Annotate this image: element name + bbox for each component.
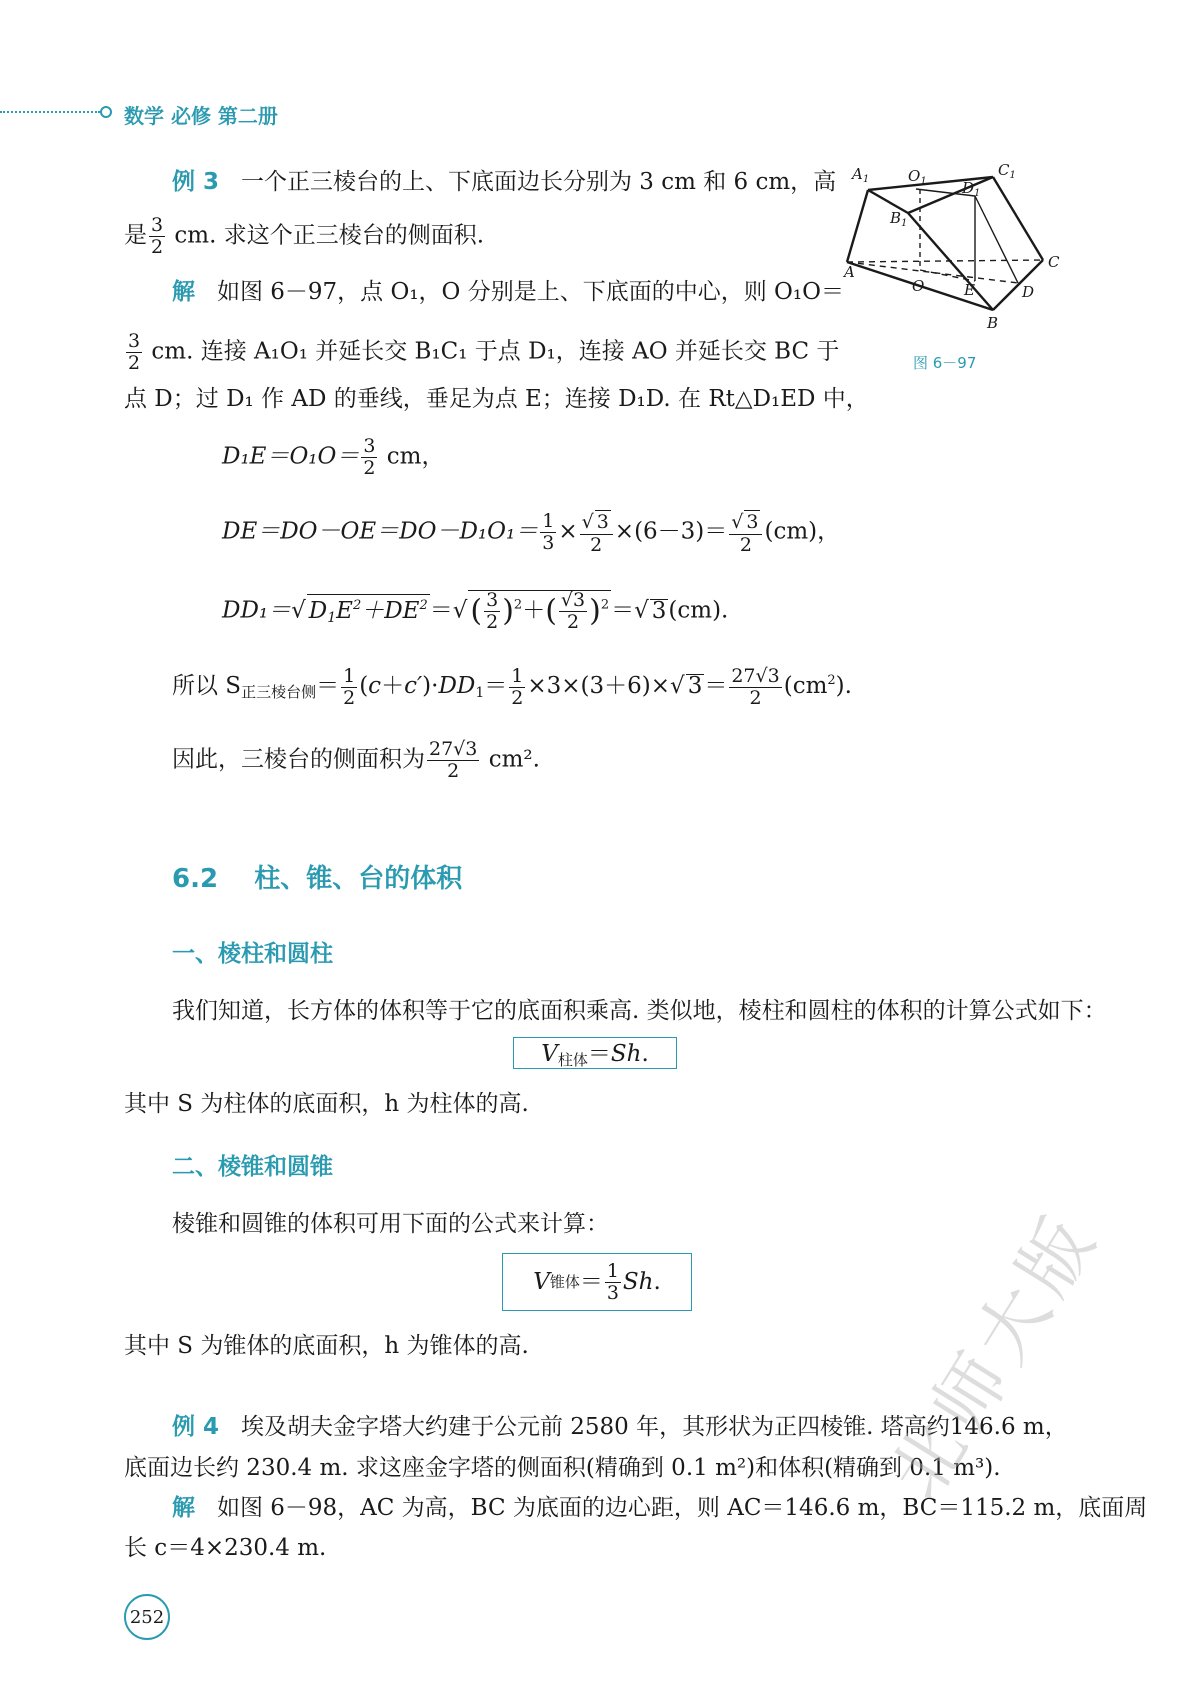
paragraph-4: 其中 S 为锥体的底面积，h 为锥体的高. <box>124 1333 529 1359</box>
svg-text:D1: $D_1$ <box>962 179 981 199</box>
svg-text:E: E <box>964 281 975 299</box>
paragraph-3: 棱锥和圆锥的体积可用下面的公式来计算： <box>172 1211 609 1237</box>
fraction-1-2: $\frac{1}{2}$ <box>511 664 524 709</box>
fraction-sqrt3-2: $\frac{√ 3}{2}$ <box>729 510 762 555</box>
example4-solution-line2: 长 c＝4×230.4 m. <box>124 1535 327 1561</box>
svg-text:A1: $A_1$ <box>852 165 870 185</box>
example4-line2: 底面边长约 230.4 m. 求这座金字塔的侧面积(精确到 0.1 m²)和体积(精确到 0.1 m³). <box>124 1455 1001 1481</box>
header-dot <box>100 106 112 118</box>
example4-solution-text1: 如图 6－98，AC 为高，BC 为底面的边心距，则 AC＝146.6 m，BC＝115.2 m，底面周 <box>216 1495 1148 1521</box>
svg-text:C1: $C_1$ <box>998 161 1016 181</box>
formula-box-1: V柱体＝Sh. <box>513 1037 677 1069</box>
solution-line2 <box>124 332 839 373</box>
fraction-27sqrt3-2: $\frac{27√3}{2}$ <box>731 664 780 709</box>
fraction-3-2: $\frac{3}{2}$ <box>363 435 376 479</box>
paragraph-2: 其中 S 为柱体的底面积，h 为柱体的高. <box>124 1091 529 1117</box>
fraction-3-2: $\frac{3}{2}$ <box>128 330 141 374</box>
svg-text:B: B <box>987 314 999 332</box>
paragraph-1: 我们知道，长方体的体积等于它的底面积乘高. 类似地，棱柱和圆柱的体积的计算公式如下： <box>172 998 1107 1024</box>
fraction-27sqrt3-2: $\frac{27√3}{2}$ <box>429 738 478 782</box>
equation-1 <box>222 437 445 478</box>
page-number-badge <box>124 1594 170 1640</box>
section-heading <box>172 858 462 895</box>
conclusion-sub: 正三棱台侧 <box>241 683 317 701</box>
example4-label: 例 4 <box>172 1414 220 1440</box>
final-post: cm². <box>488 746 540 773</box>
eq3-pre: DD₁＝ <box>222 597 292 624</box>
solution-label: 解 <box>172 279 195 305</box>
watermark: 北师大版 <box>873 1197 1115 1513</box>
example3-line1 <box>172 166 836 198</box>
solution-text2: cm. 连接 A₁O₁ 并延长交 B₁C₁ 于点 D₁，连接 AO 并延长交 BC 于 <box>151 338 840 365</box>
figure-6-97 <box>844 161 1090 380</box>
svg-text:D: D <box>1022 283 1035 301</box>
fraction-3-2: $\frac{3}{2}$ <box>151 214 164 258</box>
svg-text:C: C <box>1048 253 1060 271</box>
subsection-2-title: 二、棱锥和圆锥 <box>172 1154 333 1180</box>
example4-solution-line1 <box>172 1492 1147 1524</box>
fraction-sqrt3-2: $\frac{√ 3}{2}$ <box>580 510 613 555</box>
example3-text1: 一个正三棱台的上、下底面边长分别为 3 cm 和 6 cm，高 <box>240 169 837 195</box>
fraction-1-2: $\frac{1}{2}$ <box>343 664 356 709</box>
figure-caption: 图 6－97 <box>913 354 977 372</box>
equation-2: DE＝DO－OE＝DO－D₁O₁＝ $\frac{1}{3}$ × $\frac{√ 3}{2}$ ×(6－3)＝ $\frac{√ 3}{2}$ (cm)， <box>222 510 841 556</box>
svg-text:B1: $B_1$ <box>890 209 908 229</box>
final-line <box>172 740 540 781</box>
section-number: 6.2 <box>172 864 219 894</box>
subsection-1-title: 一、棱柱和圆柱 <box>172 941 333 967</box>
svg-text:O1: $O_1$ <box>908 167 927 187</box>
header-rule <box>0 111 100 113</box>
solution-line3 <box>124 383 869 415</box>
conclusion-line: 所以 S正三棱台侧＝ $\frac{1}{2}$ $(c+c')\cdot DD_1=$ $\frac{1}{2}$ ×3×(3＋6)×√ 3＝ $\frac{27√3}{2}$ $(cm^2)$. <box>172 664 852 709</box>
example3-label: 例 3 <box>172 169 220 195</box>
final-pre: 因此，三棱台的侧面积为 <box>172 746 425 773</box>
header-title: 数学 必修 第二册 <box>124 104 278 128</box>
svg-text:O: O <box>912 277 925 295</box>
eq1-pre: D₁E＝O₁O＝ <box>222 443 360 470</box>
example3-text2-pre: 是 <box>124 222 147 249</box>
conclusion-pre: 所以 S <box>172 673 242 699</box>
section-title: 柱、锥、台的体积 <box>254 864 463 894</box>
svg-text:A: A <box>844 263 855 281</box>
eq1-post: cm， <box>386 443 445 470</box>
fraction-1-3: $\frac{1}{3}$ <box>542 510 555 554</box>
formula-box-2: V 锥体 ＝ $\frac{1}{3}$ Sh . <box>502 1253 692 1311</box>
eq2-pre: DE＝DO－OE＝DO－D₁O₁＝ <box>222 518 539 545</box>
solution-text1: 如图 6－97，点 O₁，O 分别是上、下底面的中心，则 O₁O＝ <box>216 279 844 305</box>
page-number: 252 <box>129 1606 165 1628</box>
example4-solution-label: 解 <box>172 1495 195 1521</box>
equation-3: DD₁＝√ $D_1E^2+DE^2=√$ ( $\frac{3}{2}$ )$^2$＋( $\frac{√3}{2}$ )$^2$＝√ 3(cm). <box>222 589 729 633</box>
example3-text2-post: cm. 求这个正三棱台的侧面积. <box>174 222 485 249</box>
solution-text3: 点 D；过 D₁ 作 AD 的垂线，垂足为点 E；连接 D₁D. 在 Rt△D₁ED 中， <box>124 386 869 412</box>
example3-line2 <box>124 216 484 257</box>
solution-line1 <box>172 276 844 308</box>
example4-text1: 埃及胡夫金字塔大约建于公元前 2580 年，其形状为正四棱锥. 塔高约146.6 m， <box>240 1414 1068 1440</box>
